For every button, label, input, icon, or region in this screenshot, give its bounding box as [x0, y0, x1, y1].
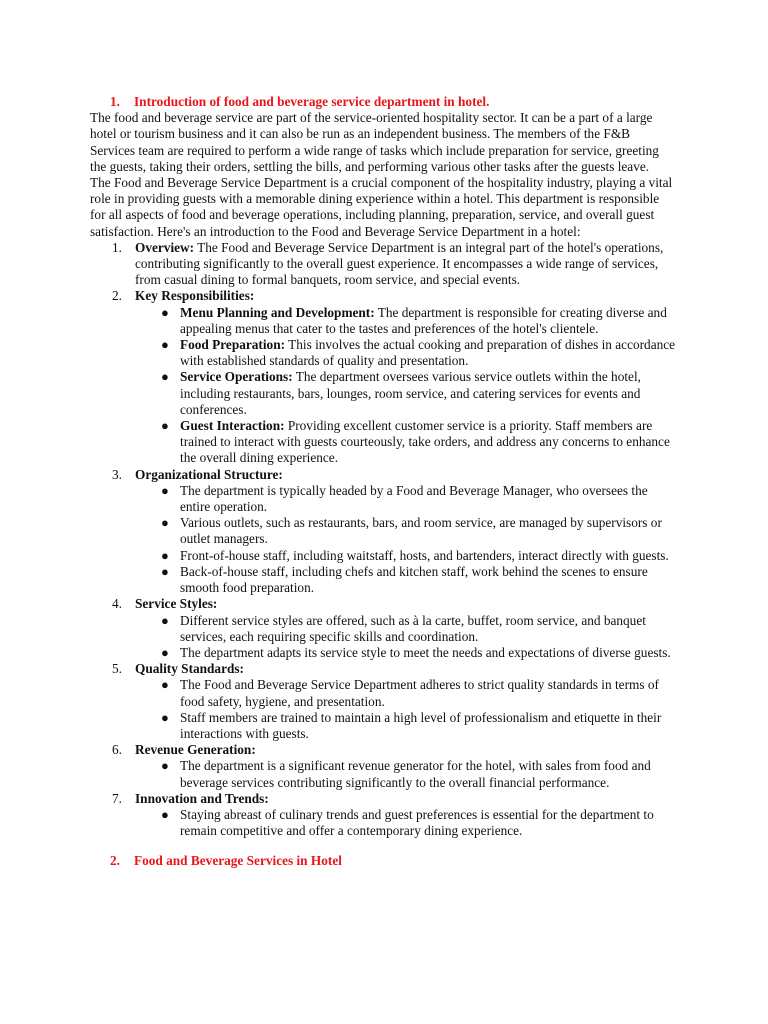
- topic-item-key-responsibilities: [90, 288, 676, 466]
- bullet-icon: ●: [161, 369, 169, 385]
- bullet-item: [135, 758, 676, 790]
- bullet-label: Service Operations:: [180, 369, 293, 385]
- topic-number: 7.: [112, 790, 122, 806]
- bullet-list: [135, 807, 676, 839]
- topic-item-service-styles: [90, 596, 676, 661]
- topic-label: Quality Standards:: [135, 661, 244, 677]
- bullet-text: Staying abreast of culinary trends and guest preferences is essential for the department to remain competitive and offer a contemporary dining experience.: [180, 806, 654, 839]
- bullet-icon: ●: [161, 709, 169, 725]
- bullet-icon: ●: [161, 644, 169, 660]
- bullet-item: [135, 677, 676, 709]
- bullet-item: [135, 369, 676, 418]
- topic-number: 4.: [112, 596, 122, 612]
- topic-text: The Food and Beverage Service Department is an integral part of the hotel's operations, contributing significantly to the overall guest experience. It encompasses a wide range of services, from casual dining to formal banquets, room service, and special events.: [135, 239, 664, 288]
- bullet-icon: ●: [161, 677, 169, 693]
- topic-item-organizational-structure: [90, 467, 676, 597]
- section-2-number: 2.: [110, 853, 120, 869]
- bullet-text: Different service styles are offered, such as à la carte, buffet, room service, and banquet services, each requiring specific skills and coordination.: [180, 612, 646, 644]
- topic-number: 6.: [112, 742, 122, 758]
- bullet-label: Guest Interaction:: [180, 418, 285, 434]
- topic-number: 5.: [112, 661, 122, 677]
- bullet-text: Back-of-house staff, including chefs and kitchen staff, work behind the scenes to ensure smooth food preparation.: [180, 563, 648, 596]
- bullet-label: Menu Planning and Development:: [180, 304, 375, 320]
- bullet-icon: ●: [161, 563, 169, 579]
- bullet-item: [135, 548, 676, 564]
- bullet-list: [135, 677, 676, 742]
- bullet-item: [135, 710, 676, 742]
- topic-label: Innovation and Trends:: [135, 790, 269, 806]
- bullet-icon: ●: [161, 515, 169, 531]
- bullet-text: The department adapts its service style to meet the needs and expectations of diverse guests.: [180, 644, 671, 660]
- intro-paragraph-1: The food and beverage service are part of the service-oriented hospitality sector. It can be a part of a large hotel or tourism business and it can also be run as an independent business. The members of the F&B Services team are required to perform a wide range of tasks which include preparation for service, greeting the guests, taking their orders, settling the bills, and performing various other tasks after the guests leave.: [90, 110, 659, 174]
- bullet-item: [135, 613, 676, 645]
- bullet-item: [135, 515, 676, 547]
- bullet-text: The department is responsible for creating diverse and appealing menus that cater to the tastes and preferences of the hotel's clientele.: [180, 304, 667, 336]
- topic-item-quality-standards: [90, 661, 676, 742]
- bullet-icon: ●: [161, 482, 169, 498]
- document-content: [90, 94, 676, 870]
- topic-number: 3.: [112, 466, 122, 482]
- bullet-text: Front-of-house staff, including waitstaff, hosts, and bartenders, interact directly with guests.: [180, 547, 669, 563]
- topic-label: Overview:: [135, 239, 195, 255]
- section-1-number: 1.: [110, 94, 120, 109]
- topic-number: 1.: [112, 239, 122, 255]
- bullet-item: [135, 807, 676, 839]
- topic-number: 2.: [112, 288, 122, 304]
- bullet-icon: ●: [161, 304, 169, 320]
- bullet-item: [135, 564, 676, 596]
- bullet-list: [135, 483, 676, 596]
- topic-label: Organizational Structure:: [135, 466, 283, 482]
- topic-label: Service Styles:: [135, 596, 218, 612]
- bullet-list: [135, 758, 676, 790]
- section-2-heading: [90, 853, 676, 869]
- bullet-item: [135, 305, 676, 337]
- topic-item-innovation-and-trends: [90, 791, 676, 840]
- bullet-text: Providing excellent customer service is a priority. Staff members are trained to interact with guests courteously, take orders, and address any concerns to enhance the overall dining experience.: [180, 418, 670, 466]
- bullet-list: [135, 613, 676, 662]
- bullet-text: The department oversees various service outlets within the hotel, including restaurants, bars, lounges, room service, and catering services for events and conferences.: [180, 369, 641, 417]
- topic-label: Revenue Generation:: [135, 742, 256, 758]
- bullet-label: Food Preparation:: [180, 337, 286, 353]
- bullet-icon: ●: [161, 337, 169, 353]
- bullet-icon: ●: [161, 612, 169, 628]
- bullet-icon: ●: [161, 547, 169, 563]
- bullet-icon: ●: [161, 758, 169, 774]
- topic-list: [90, 240, 676, 840]
- bullet-text: Staff members are trained to maintain a high level of professionalism and etiquette in their interactions with guests.: [180, 709, 662, 741]
- intro-paragraph-2: The Food and Beverage Service Department is a crucial component of the hospitality industry, playing a vital role in providing guests with a memorable dining experience within a hotel. This department is responsible for all aspects of food and beverage operations, including planning, preparation, service, and overall guest satisfaction. Here's an introduction to the Food and Beverage Service Department in a hotel:: [90, 175, 673, 239]
- bullet-icon: ●: [161, 806, 169, 822]
- section-spacer: [90, 839, 676, 853]
- topic-label: Key Responsibilities:: [135, 288, 255, 304]
- section-1-title: Introduction of food and beverage service department in hotel.: [134, 94, 490, 109]
- bullet-text: Various outlets, such as restaurants, bars, and room service, are managed by supervisors or outlet managers.: [180, 515, 662, 547]
- section-1-heading: [90, 94, 676, 110]
- bullet-text: The department is typically headed by a Food and Beverage Manager, who oversees the entire operation.: [180, 482, 648, 515]
- bullet-item: [135, 483, 676, 515]
- bullet-text: This involves the actual cooking and preparation of dishes in accordance with established standards of quality and presentation.: [180, 337, 676, 369]
- bullet-item: [135, 645, 676, 661]
- section-2-title: Food and Beverage Services in Hotel: [134, 853, 342, 869]
- bullet-item: [135, 418, 676, 467]
- bullet-list: [135, 305, 676, 467]
- bullet-text: The department is a significant revenue generator for the hotel, with sales from food and beverage services contributing significantly to the overall financial performance.: [180, 758, 651, 790]
- topic-item-revenue-generation: [90, 742, 676, 791]
- bullet-icon: ●: [161, 418, 169, 434]
- bullet-item: [135, 337, 676, 369]
- topic-item-overview: [90, 240, 676, 289]
- bullet-text: The Food and Beverage Service Department adheres to strict quality standards in terms of food safety, hygiene, and presentation.: [180, 677, 659, 709]
